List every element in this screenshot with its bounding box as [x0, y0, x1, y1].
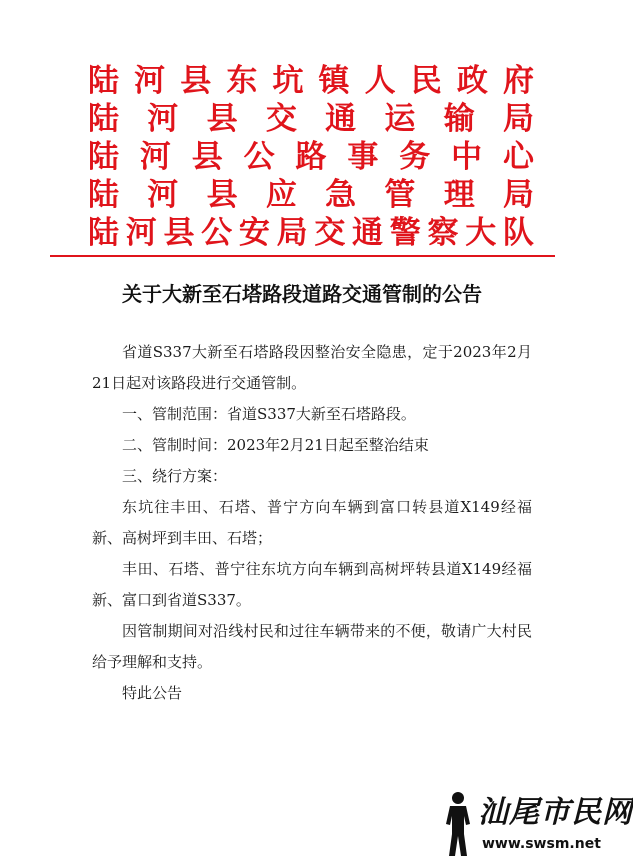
- issuer-char: 河: [125, 215, 157, 251]
- issuer-char: 察: [427, 215, 459, 251]
- issuer-char: 警: [389, 215, 421, 251]
- issuer-char: 局: [502, 177, 534, 213]
- issuer-char: 坑: [272, 63, 304, 99]
- issuer-char: 陆: [88, 139, 119, 175]
- issuer-char: 陆: [88, 177, 119, 213]
- issuer-char: 交: [314, 215, 346, 251]
- issuer-char: 府: [502, 63, 534, 99]
- issuer-char: 事: [347, 139, 379, 175]
- issuer-char: 公: [243, 139, 275, 175]
- issuer-char: 通: [325, 101, 357, 137]
- issuer-line: [88, 100, 534, 138]
- body-paragraph: 因管制期间对沿线村民和过往车辆带来的不便，敬请广大村民给予理解和支持。: [92, 622, 532, 671]
- issuer-char: 民: [410, 63, 442, 99]
- issuer-char: 陆: [88, 101, 119, 137]
- issuer-line: [88, 62, 534, 100]
- issuer-char: 中: [451, 139, 483, 175]
- issuer-char: 河: [147, 101, 179, 137]
- body-paragraph: 省道S337大新至石塔路段因整治安全隐患，定于2023年2月21日起对该路段进行交通管制。: [92, 343, 532, 392]
- issuer-char: 东: [226, 63, 258, 99]
- issuer-char: 陆: [88, 215, 119, 251]
- issuer-char: 镇: [318, 63, 350, 99]
- issuer-char: 县: [163, 215, 195, 251]
- issuer-char: 通: [352, 215, 384, 251]
- issuer-line: [88, 138, 534, 176]
- body-paragraph: 丰田、石塔、普宁往东坑方向车辆到高树坪转县道X149经福新、富口到省道S337。: [92, 560, 532, 609]
- document-title: 关于大新至石塔路段道路交通管制的公告: [122, 282, 482, 306]
- issuer-char: 政: [456, 63, 488, 99]
- body-paragraph: 一、管制范围：省道S337大新至石塔路段。: [122, 405, 416, 423]
- issuer-char: 安: [238, 215, 270, 251]
- body-paragraph: 特此公告: [122, 684, 183, 702]
- issuer-char: 公: [201, 215, 233, 251]
- issuer-char: 交: [265, 101, 297, 137]
- issuer-char: 输: [443, 101, 475, 137]
- site-watermark-logo: [438, 790, 633, 860]
- body-paragraph: 二、管制时间：2023年2月21日起至整治结束: [122, 436, 429, 454]
- notice-body: [92, 337, 532, 709]
- issuer-char: 心: [503, 139, 534, 175]
- site-name: 汕尾市民网: [478, 795, 633, 830]
- issuer-char: 路: [295, 139, 327, 175]
- issuer-char: 应: [265, 177, 297, 213]
- issuer-char: 大: [465, 215, 497, 251]
- issuer-char: 河: [139, 139, 171, 175]
- issuer-char: 河: [134, 63, 166, 99]
- issuer-char: 局: [502, 101, 534, 137]
- issuer-char: 县: [206, 101, 238, 137]
- issuer-line: [88, 176, 534, 214]
- red-divider-line: [50, 255, 555, 257]
- site-url: www.swsm.net: [482, 836, 601, 852]
- body-paragraph: 东坑往丰田、石塔、普宁方向车辆到富口转县道X149经福新、高树坪到丰田、石塔；: [92, 498, 532, 547]
- issuer-char: 局: [276, 215, 308, 251]
- issuer-char: 县: [180, 63, 212, 99]
- issuing-authorities: [88, 62, 534, 252]
- issuer-char: 队: [502, 215, 534, 251]
- issuer-char: 县: [191, 139, 223, 175]
- body-paragraph: 三、绕行方案：: [122, 467, 228, 485]
- issuer-line: [88, 214, 534, 252]
- issuer-char: 运: [384, 101, 416, 137]
- issuer-char: 县: [206, 177, 238, 213]
- issuer-char: 急: [325, 177, 357, 213]
- issuer-char: 管: [384, 177, 416, 213]
- person-silhouette-icon: [438, 790, 478, 858]
- issuer-char: 务: [399, 139, 431, 175]
- issuer-char: 河: [147, 177, 179, 213]
- issuer-char: 理: [443, 177, 475, 213]
- issuer-char: 陆: [88, 63, 119, 99]
- issuer-char: 人: [364, 63, 396, 99]
